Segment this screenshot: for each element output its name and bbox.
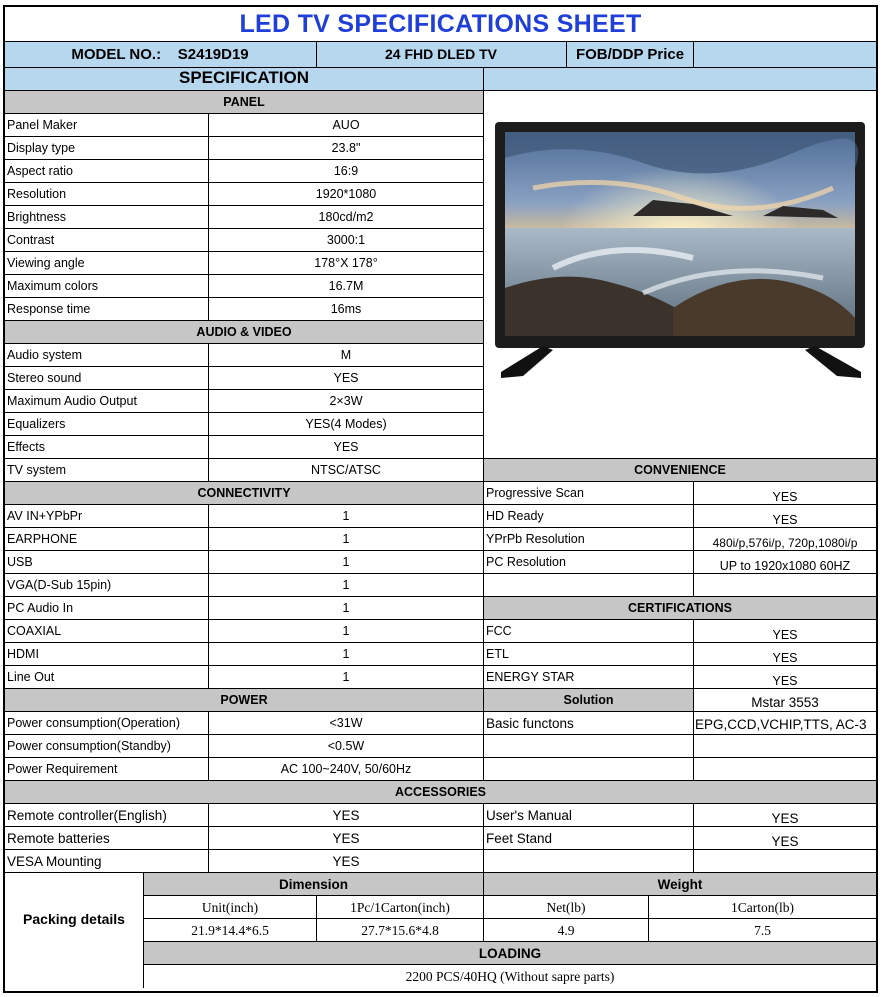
accessory-value: YES — [771, 834, 799, 849]
unit-value: 21.9*14.4*6.5 — [191, 923, 269, 938]
connectivity-value: 1 — [342, 509, 350, 523]
packing-label: Packing details — [23, 911, 125, 927]
certifications-value: YES — [772, 628, 798, 642]
certifications-heading: CERTIFICATIONS — [628, 601, 732, 615]
panel-heading: PANEL — [223, 95, 265, 109]
connectivity-label: VGA(D-Sub 15pin) — [7, 578, 112, 592]
panel-value: 16ms — [330, 302, 362, 316]
connectivity-value: 1 — [342, 555, 350, 569]
accessories-heading: ACCESSORIES — [395, 785, 486, 799]
power-label: Power consumption(Operation) — [7, 716, 180, 730]
loading-heading: LOADING — [478, 946, 542, 961]
solution-label: Solution — [563, 693, 614, 707]
audio_video-label: Maximum Audio Output — [7, 394, 137, 408]
column-divider — [693, 712, 694, 735]
row-divider — [484, 573, 876, 574]
power-value: AC 100~240V, 50/60Hz — [280, 762, 412, 776]
certifications-value: YES — [772, 651, 798, 665]
connectivity-value: 1 — [342, 647, 350, 661]
loading-value: 2200 PCS/40HQ (Without sapre parts) — [405, 969, 615, 984]
column-divider — [693, 574, 694, 597]
unit-label: Unit(inch) — [201, 900, 259, 915]
accessory-label: Remote batteries — [7, 831, 110, 846]
row-divider — [484, 757, 876, 758]
column-divider — [693, 850, 694, 873]
audio_video-label: TV system — [7, 463, 67, 477]
connectivity-label: USB — [7, 555, 33, 569]
connectivity-label: Line Out — [7, 670, 55, 684]
tv-product-image — [493, 118, 868, 390]
panel-label: Resolution — [7, 187, 67, 201]
power-value: <31W — [329, 716, 363, 730]
carton-label: 1Pc/1Carton(inch) — [350, 900, 450, 915]
connectivity-value: 1 — [342, 624, 350, 638]
panel-label: Brightness — [7, 210, 67, 224]
power-label: Power consumption(Standby) — [7, 739, 171, 753]
accessory-value: YES — [332, 808, 360, 823]
audio_video-label: Effects — [7, 440, 45, 454]
carton-weight-label: 1Carton(lb) — [731, 900, 794, 915]
convenience-heading: CONVENIENCE — [634, 463, 726, 477]
panel-value: 3000:1 — [326, 233, 366, 247]
panel-value: 23.8" — [331, 141, 361, 155]
solution-value: Mstar 3553 — [751, 695, 819, 710]
column-divider — [483, 91, 484, 781]
connectivity-label: AV IN+YPbPr — [7, 509, 83, 523]
audio_video-heading: AUDIO & VIDEO — [196, 325, 292, 339]
panel-label: Viewing angle — [7, 256, 85, 270]
audio_video-value: NTSC/ATSC — [311, 463, 381, 477]
row-divider — [484, 734, 876, 735]
panel-value: 16.7M — [328, 279, 364, 293]
connectivity-heading: CONNECTIVITY — [197, 486, 291, 500]
certifications-label: ENERGY STAR — [486, 670, 575, 684]
panel-label: Panel Maker — [7, 118, 78, 132]
dimension-heading: Dimension — [278, 877, 348, 892]
accessory-label: Remote controller(English) — [7, 808, 167, 823]
connectivity-label: PC Audio In — [7, 601, 74, 615]
connectivity-value: 1 — [342, 578, 350, 592]
accessory-label: Feet Stand — [486, 831, 553, 846]
audio_video-value: 2×3W — [329, 394, 363, 408]
connectivity-label: COAXIAL — [7, 624, 62, 638]
model-number: MODEL NO.: S2419D19 — [71, 46, 249, 63]
accessory-label: User's Manual — [486, 808, 572, 823]
audio_video-label: Equalizers — [7, 417, 66, 431]
panel-label: Response time — [7, 302, 91, 316]
audio_video-value: YES — [333, 440, 359, 454]
panel-value: 16:9 — [333, 164, 359, 178]
certifications-label: FCC — [486, 624, 512, 638]
column-divider — [483, 850, 484, 873]
connectivity-value: 1 — [342, 532, 350, 546]
accessory-label: VESA Mounting — [7, 854, 102, 869]
connectivity-value: 1 — [342, 601, 350, 615]
solution-row-value: EPG,CCD,VCHIP,TTS, AC-3 — [695, 717, 867, 732]
audio_video-label: Audio system — [7, 348, 83, 362]
panel-label: Display type — [7, 141, 76, 155]
panel-value: 1920*1080 — [315, 187, 377, 201]
panel-label: Maximum colors — [7, 279, 98, 293]
audio_video-value: M — [340, 348, 352, 362]
accessory-value: YES — [771, 811, 799, 826]
carton-value: 27.7*15.6*4.8 — [361, 923, 439, 938]
specification-heading: SPECIFICATION — [178, 68, 310, 87]
net-label: Net(lb) — [546, 900, 586, 915]
panel-label: Aspect ratio — [7, 164, 74, 178]
certifications-value: YES — [772, 674, 798, 688]
panel-value: 180cd/m2 — [318, 210, 374, 224]
connectivity-label: HDMI — [7, 647, 39, 661]
product-name: 24 FHD DLED TV — [384, 46, 497, 62]
convenience-value: YES — [772, 513, 798, 527]
certifications-label: ETL — [486, 647, 509, 661]
panel-value: AUO — [332, 118, 360, 132]
power-label: Power Requirement — [7, 762, 118, 776]
accessory-value: YES — [332, 831, 360, 846]
column-divider — [693, 735, 694, 758]
price-label: FOB/DDP Price — [575, 46, 685, 63]
power-value: <0.5W — [327, 739, 365, 753]
carton-weight-value: 7.5 — [754, 923, 771, 938]
convenience-label: Progressive Scan — [486, 486, 584, 500]
convenience-label: YPrPb Resolution — [486, 532, 585, 546]
sheet-title: LED TV SPECIFICATIONS SHEET — [239, 10, 642, 38]
convenience-value: UP to 1920x1080 60HZ — [719, 559, 851, 573]
convenience-value: YES — [772, 490, 798, 504]
panel-label: Contrast — [7, 233, 55, 247]
audio_video-value: YES(4 Modes) — [305, 417, 387, 431]
panel-value: 178°X 178° — [314, 256, 378, 270]
net-value: 4.9 — [557, 923, 575, 938]
convenience-label: HD Ready — [486, 509, 544, 523]
audio_video-value: YES — [333, 371, 359, 385]
weight-heading: Weight — [657, 877, 703, 892]
solution-row-label: Basic functons — [486, 716, 574, 731]
convenience-value: 480i/p,576i/p, 720p,1080i/p — [712, 536, 858, 550]
connectivity-value: 1 — [342, 670, 350, 684]
convenience-label: PC Resolution — [486, 555, 566, 569]
column-divider — [693, 758, 694, 781]
audio_video-label: Stereo sound — [7, 371, 82, 385]
accessory-value: YES — [332, 854, 360, 869]
power-heading: POWER — [220, 693, 268, 707]
connectivity-label: EARPHONE — [7, 532, 78, 546]
